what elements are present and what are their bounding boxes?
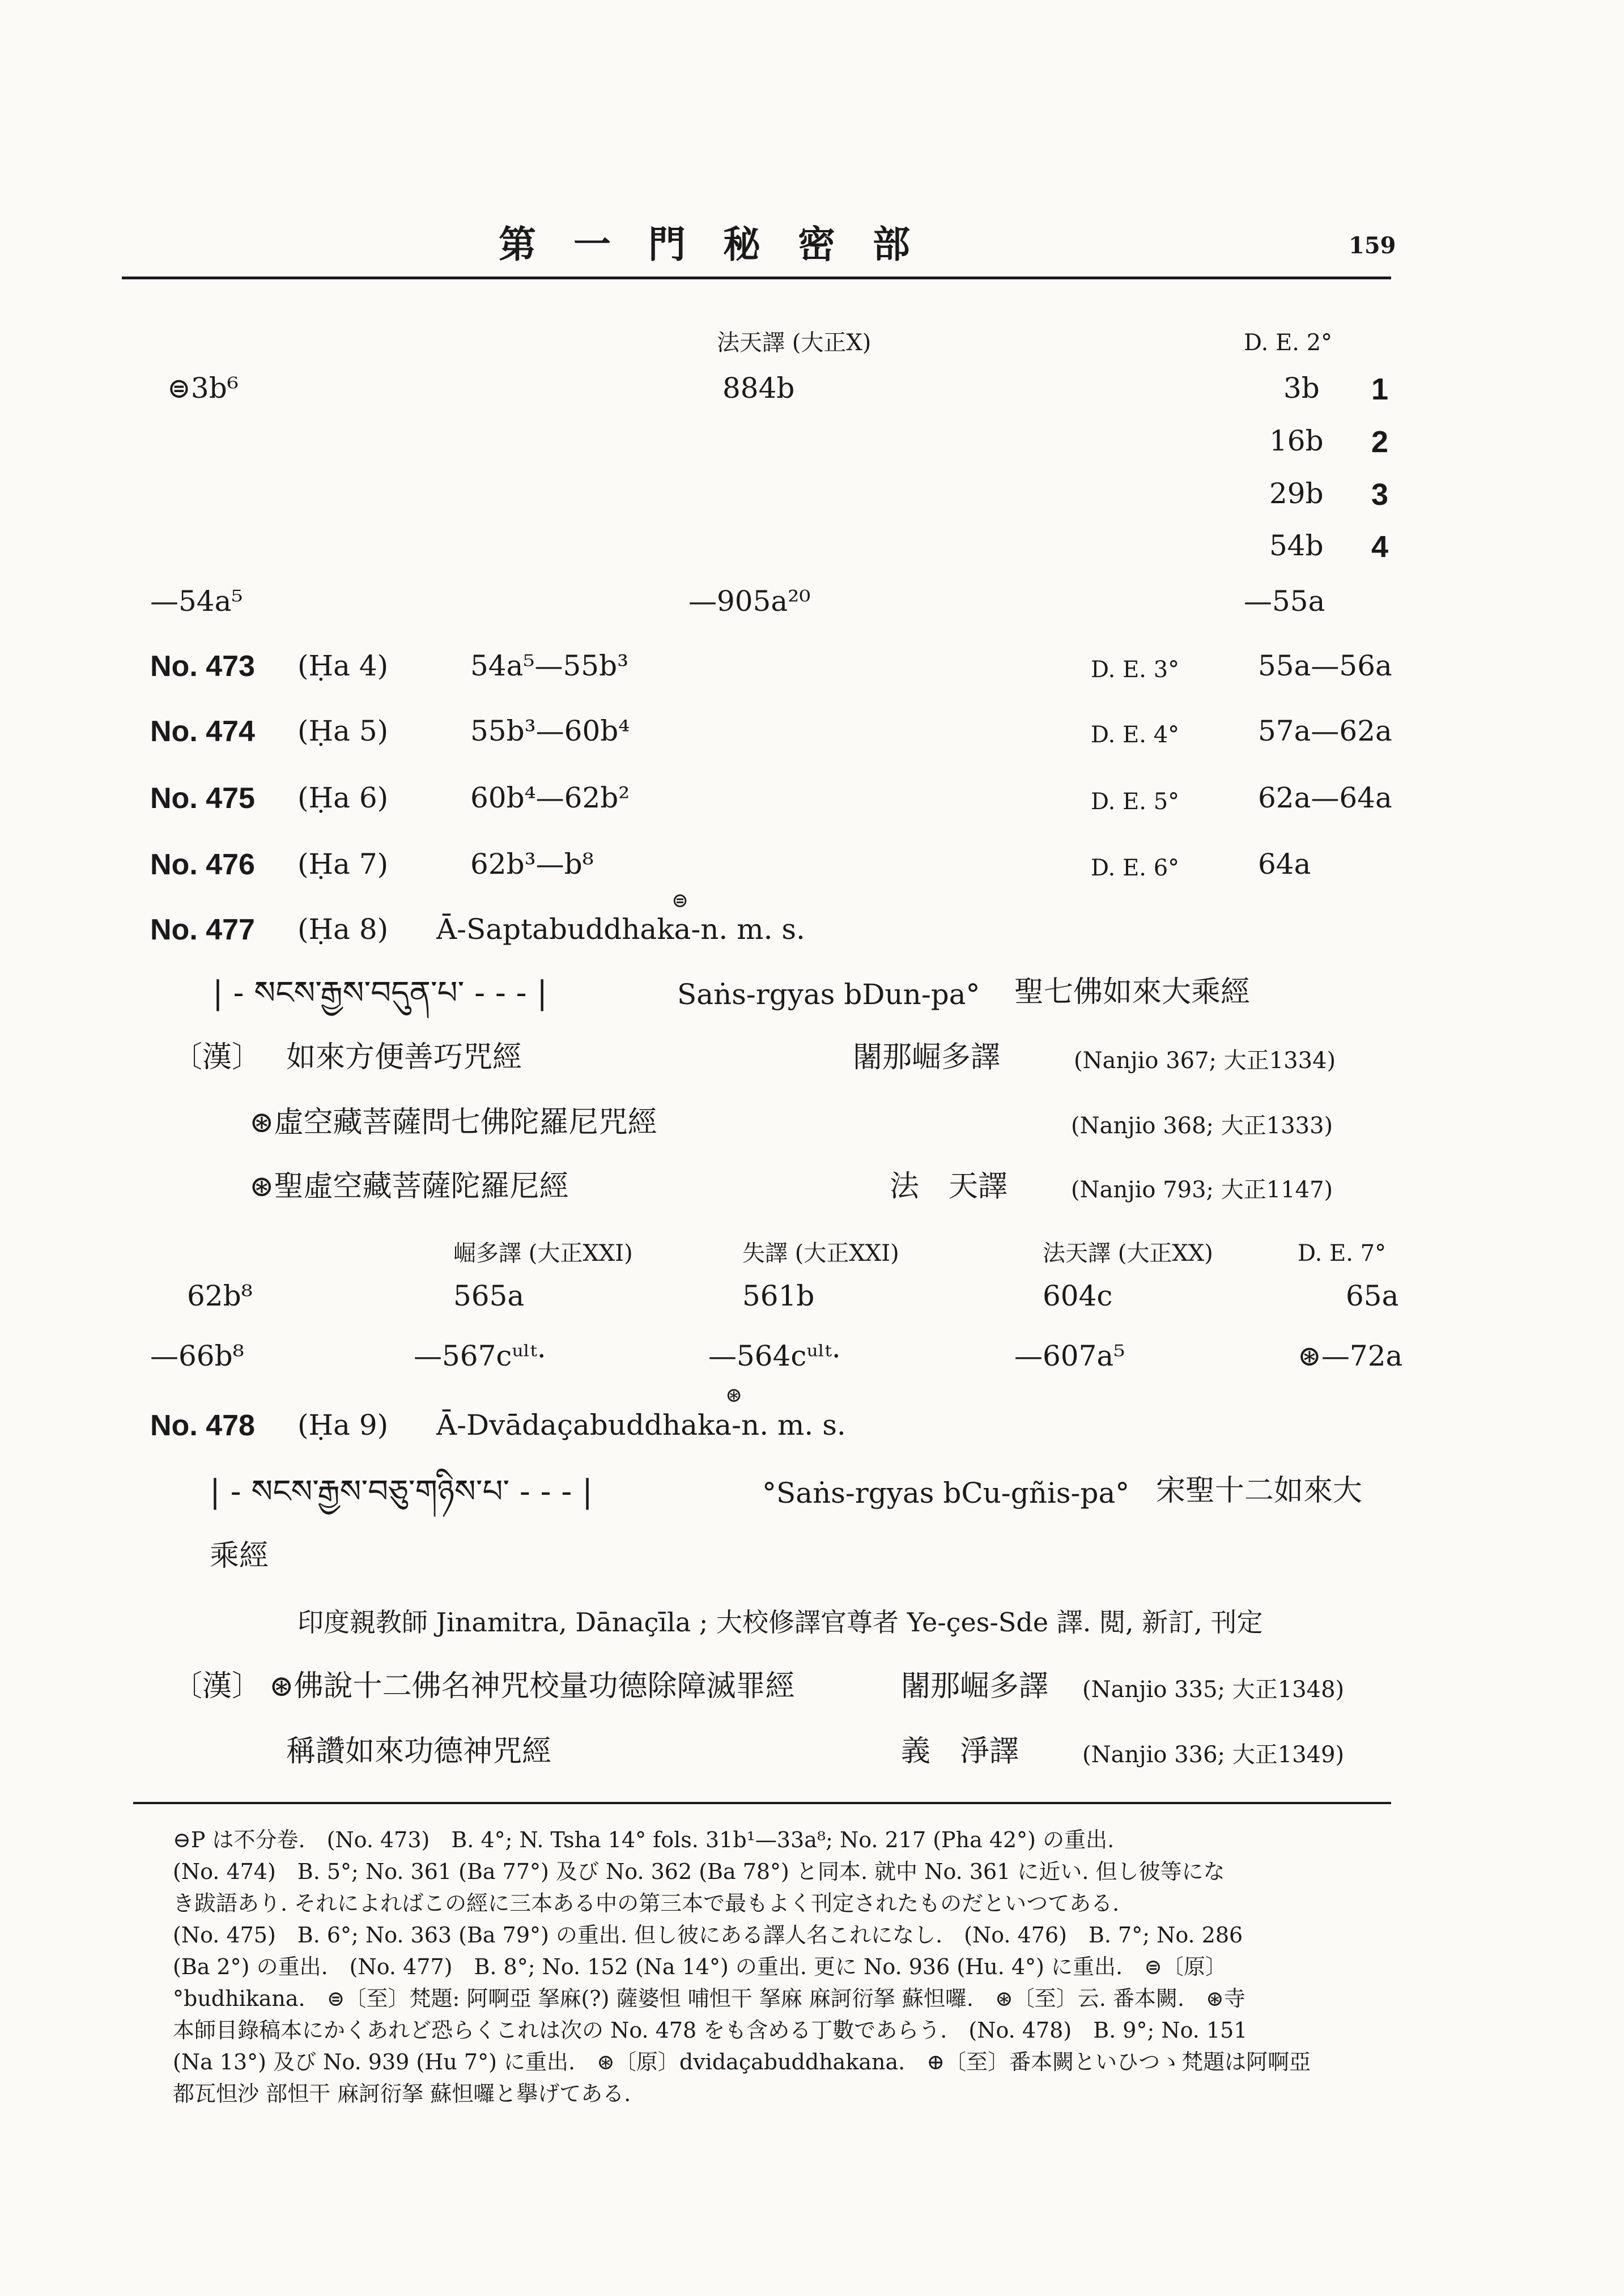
han-title: 如來方便善巧咒經 — [286, 1040, 522, 1074]
row-start-left: ⊜3b⁶ — [167, 372, 239, 405]
han-ref: (Nanjio 336; 大正1349) — [1082, 1742, 1345, 1768]
entry-no: No. 477 — [150, 913, 255, 946]
footnote-line: 本師目錄稿本にかくあれど恐らくこれは次の No. 478 をも含める丁數であらう. (No. 478) B. 9°; No. 151 — [173, 2018, 1248, 2043]
right-row-value: 16b — [1269, 424, 1324, 457]
tibetan-title: | - སངས་རྒྱས་བདུན་པ་ - - - | — [212, 975, 548, 1011]
row-end-cell: —564cᵘˡᵗ· — [708, 1340, 841, 1372]
footnote-rule — [133, 1802, 1391, 1804]
right-row-value: 29b — [1269, 477, 1324, 510]
row-start-cell: 561b — [742, 1279, 815, 1312]
tibetan-title: | - སངས་རྒྱས་བཅུ་གཉིས་པ་ - - - | — [210, 1473, 593, 1510]
right-row-index: 4 — [1371, 530, 1389, 564]
entry-de: D. E. 4° — [1091, 722, 1180, 748]
entry-ha: (Ḥa 5) — [297, 715, 389, 747]
row-start-cell: 565a — [453, 1279, 525, 1312]
entry-range: 55b³—60b⁴ — [470, 715, 630, 747]
row-end-right: —55a — [1244, 585, 1325, 618]
col-label: D. E. 7° — [1298, 1240, 1387, 1266]
note-mark: ⊛ — [725, 1384, 743, 1407]
han-ref: (Nanjio 793; 大正1147) — [1071, 1177, 1333, 1203]
note-mark: ⊜ — [671, 889, 689, 912]
chinese-title: 聖七佛如來大乘經 — [1014, 975, 1251, 1009]
han-title: ⊛虛空藏菩薩問七佛陀羅尼咒經 — [249, 1106, 657, 1140]
col-label: 法天譯 (大正XX) — [1043, 1240, 1213, 1266]
entry-de: D. E. 3° — [1091, 657, 1180, 683]
han-label: 〔漢〕 — [173, 1669, 262, 1703]
entry-pages: 57a—62a — [1258, 715, 1392, 747]
footnote-line: (No. 475) B. 6°; No. 363 (Ba 79°) の重出. 但し彼にある譯人名これになし. (No. 476) B. 7°; No. 286 — [173, 1923, 1243, 1948]
chinese-title: 宋聖十二如來大 — [1156, 1474, 1363, 1508]
entry-range: 60b⁴—62b² — [470, 781, 630, 814]
entry-pages: 64a — [1258, 848, 1311, 881]
col-label: 失譯 (大正XXI) — [742, 1240, 899, 1266]
entry-de: D. E. 5° — [1091, 789, 1180, 815]
row-start-cell: 65a — [1346, 1279, 1399, 1312]
right-row-value: 54b — [1269, 529, 1324, 562]
entry-pages: 55a—56a — [1258, 649, 1392, 682]
entry-de: D. E. 6° — [1091, 855, 1180, 881]
footnote-line: き跋語あり. それによればこの經に三本ある中の第三本で最もよく刊定されたものだといつてある. — [173, 1891, 1120, 1916]
han-translator: 法 天譯 — [890, 1170, 1008, 1204]
han-translator: 義 淨譯 — [901, 1734, 1019, 1768]
row-end-mid: —905a²⁰ — [688, 585, 811, 618]
col-label: 崛多譯 (大正XXI) — [453, 1240, 633, 1266]
right-row-value: 3b — [1283, 372, 1320, 405]
han-translator: 闍那崛多譯 — [901, 1669, 1049, 1703]
han-title: 稱讚如來功德神咒經 — [286, 1734, 552, 1768]
col-label-mid: 法天譯 (大正X) — [717, 330, 871, 356]
right-row-index: 3 — [1371, 478, 1389, 512]
entry-ha: (Ḥa 8) — [297, 913, 389, 946]
translators-line: 印度親教師 Jinamitra, Dānaçīla ; 大校修譯官尊者 Ye-çes-Sde 譯. 閲, 新訂, 刊定 — [297, 1607, 1263, 1638]
footnote-line: ⊖P は不分卷. (No. 473) B. 4°; N. Tsha 14° fols. 31b¹—33a⁸; No. 217 (Pha 42°) の重出. — [173, 1827, 1115, 1852]
page-title: 第 一 門 秘 密 部 — [499, 222, 910, 266]
han-translator: 闍那崛多譯 — [853, 1040, 1001, 1074]
entry-ha: (Ḥa 7) — [297, 848, 389, 881]
entry-title: Ā-Saptabuddhaka-n. m. s. — [436, 913, 805, 946]
row-end-cell: —66b⁸ — [150, 1340, 244, 1372]
translit-title: Saṅs-rgyas bDun-pa° — [677, 978, 980, 1011]
entry-no: No. 474 — [150, 715, 255, 748]
han-ref: (Nanjio 335; 大正1348) — [1082, 1677, 1345, 1703]
footnote-line: (Na 13°) 及び No. 939 (Hu 7°) に重出. ⊛〔原〕dvidaçabuddhakana. ⊕〔至〕番本闕といひつゝ梵題は阿啊亞 — [173, 2050, 1311, 2074]
footnote-line: 都瓦怛沙 部怛干 麻訶衍拏 蘇怛囉と擧げてある. — [173, 2081, 631, 2106]
row-start-cell: 604c — [1043, 1279, 1113, 1312]
footnote-line: (No. 474) B. 5°; No. 361 (Ba 77°) 及び No. 362 (Ba 78°) と同本. 就中 No. 361 に近い. 但し彼等にな — [173, 1859, 1225, 1884]
entry-pages: 62a—64a — [1258, 781, 1392, 814]
han-label: 〔漢〕 — [173, 1040, 262, 1074]
row-end-cell: ⊛—72a — [1298, 1340, 1403, 1372]
han-title: ⊛聖虛空藏菩薩陀羅尼經 — [249, 1170, 569, 1204]
translit-title: °Saṅs-rgyas bCu-gñis-pa° — [762, 1477, 1130, 1510]
row-end-left: —54a⁵ — [150, 585, 243, 618]
entry-ha: (Ḥa 6) — [297, 781, 389, 814]
entry-range: 54a⁵—55b³ — [470, 649, 629, 682]
footnote-line: °budhikana. ⊜〔至〕梵題: 阿啊亞 拏麻(?) 薩婆怛 哺怛干 拏麻 麻訶衍拏 蘇怛囉. ⊛〔至〕云. 番本闕. ⊛寺 — [173, 1986, 1245, 2011]
entry-no: No. 476 — [150, 848, 255, 881]
footnote-line: (Ba 2°) の重出. (No. 477) B. 8°; No. 152 (Na 14°) の重出. 更に No. 936 (Hu. 4°) に重出. ⊜〔原〕 — [173, 1954, 1227, 1979]
entry-no: No. 478 — [150, 1409, 255, 1442]
right-row-index: 2 — [1371, 425, 1389, 459]
entry-ha: (Ḥa 4) — [297, 649, 389, 682]
right-row-index: 1 — [1371, 372, 1389, 406]
row-end-cell: —567cᵘˡᵗ· — [414, 1340, 546, 1372]
chinese-title-cont: 乘經 — [210, 1539, 269, 1573]
entry-title: Ā-Dvādaçabuddhaka-n. m. s. — [436, 1409, 846, 1442]
entry-no: No. 475 — [150, 782, 255, 815]
row-end-cell: —607a⁵ — [1014, 1340, 1125, 1372]
page-number: 159 — [1349, 232, 1396, 259]
row-start-mid: 884b — [722, 372, 795, 405]
entry-range: 62b³—b⁸ — [470, 848, 594, 881]
header-rule — [122, 277, 1391, 279]
han-ref: (Nanjio 367; 大正1334) — [1074, 1048, 1336, 1074]
han-title: ⊛佛說十二佛名神咒校量功德除障滅罪經 — [269, 1669, 795, 1703]
row-start-cell: 62b⁸ — [187, 1279, 253, 1312]
han-ref: (Nanjio 368; 大正1333) — [1071, 1113, 1333, 1139]
entry-ha: (Ḥa 9) — [297, 1409, 389, 1442]
col-label-right: D. E. 2° — [1244, 330, 1333, 356]
entry-no: No. 473 — [150, 650, 255, 683]
